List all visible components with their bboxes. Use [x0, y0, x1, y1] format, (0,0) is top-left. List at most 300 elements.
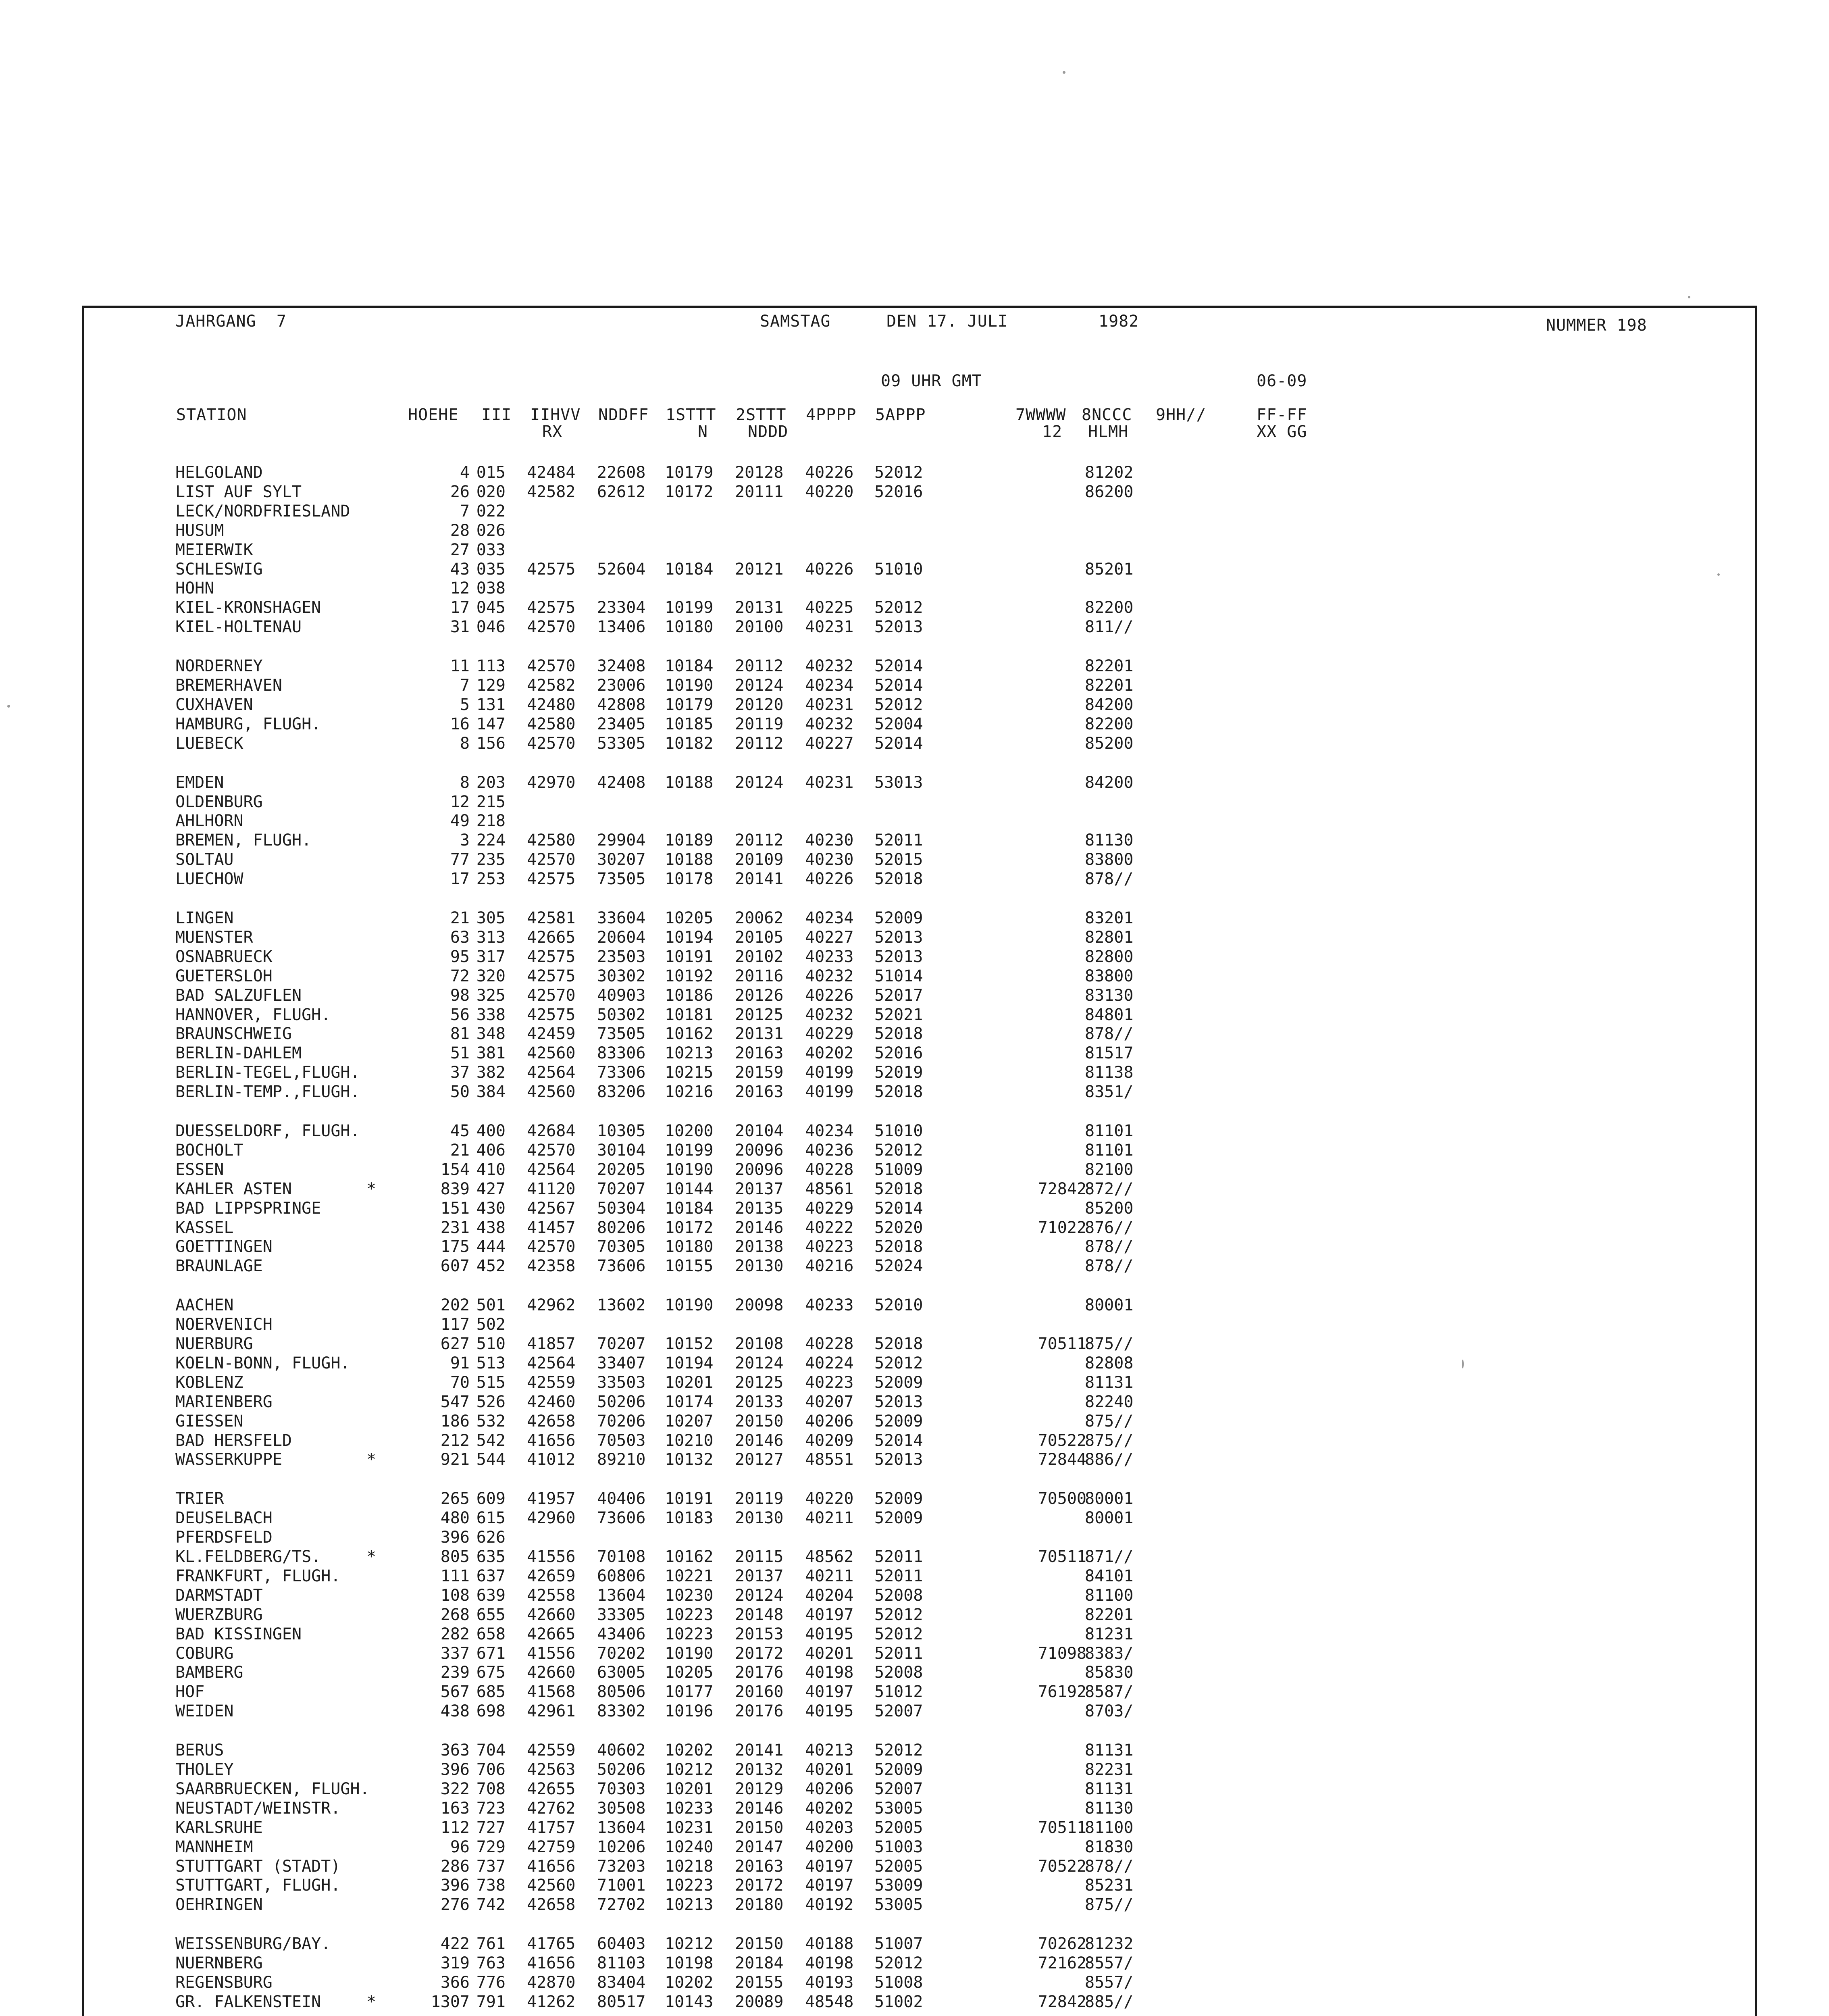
cell-s2: 20141 [735, 870, 784, 889]
cell-iii: 658 [476, 1624, 506, 1643]
cell-hoehe: 117 [440, 1315, 470, 1334]
cell-p5: 52009 [874, 1760, 923, 1779]
cell-p5: 52005 [874, 1857, 923, 1876]
weekday-label: SAMSTAG [760, 312, 831, 331]
cell-s2: 20132 [735, 1760, 784, 1779]
cell-station: STUTTGART, FLUGH. [175, 1876, 341, 1895]
station-row [84, 1528, 1294, 1547]
cell-station: EMDEN [175, 773, 224, 792]
cell-iii: 501 [476, 1296, 506, 1315]
cell-s2: 20125 [735, 1373, 784, 1392]
cell-station: HELGOLAND [175, 463, 263, 482]
cell-iii: 026 [476, 521, 506, 540]
cell-s1: 10172 [665, 1218, 714, 1237]
cell-s1: 10230 [665, 1586, 714, 1605]
cell-p4: 40195 [805, 1624, 854, 1643]
cell-p5: 52014 [874, 676, 923, 695]
col-1sttt: 1STTT [666, 406, 716, 424]
cell-hoehe: 16 [450, 714, 470, 733]
scan-speck [1717, 573, 1720, 576]
observation-time: 09 UHR GMT [881, 372, 982, 390]
cell-iihvv: 41120 [527, 1179, 576, 1198]
cell-s2: 20112 [735, 831, 784, 850]
cell-w7: 72842 [1038, 1992, 1086, 2011]
cell-nddff: 80517 [597, 1992, 646, 2011]
station-row [84, 1663, 1294, 1682]
cell-iihvv: 42581 [527, 909, 576, 927]
cell-p4: 40202 [805, 1044, 854, 1063]
cell-iii: 708 [476, 1779, 506, 1798]
cell-hoehe: 396 [440, 1876, 470, 1895]
cell-p5: 53013 [874, 773, 923, 792]
cell-nddff: 42808 [597, 695, 646, 714]
cell-n8: 8587/ [1085, 1683, 1134, 1702]
date-label: DEN 17. JULI [886, 312, 1008, 331]
cell-p5: 53005 [874, 1895, 923, 1914]
cell-hoehe: 607 [440, 1257, 470, 1276]
cell-nddff: 70206 [597, 1412, 646, 1431]
cell-w7: 72844 [1038, 1450, 1086, 1469]
cell-iii: 147 [476, 714, 506, 733]
cell-p5: 52012 [874, 1954, 923, 1973]
cell-p4: 40216 [805, 1257, 854, 1276]
cell-nddff: 73306 [597, 1063, 646, 1082]
cell-iii: 452 [476, 1257, 506, 1276]
cell-iii: 224 [476, 831, 506, 850]
cell-w7: 70522 [1038, 1857, 1086, 1876]
cell-iihvv: 42665 [527, 928, 576, 947]
cell-hoehe: 286 [440, 1857, 470, 1876]
cell-p5: 52014 [874, 734, 923, 753]
cell-p5: 51009 [874, 1160, 923, 1179]
station-row [84, 793, 1294, 812]
cell-iii: 639 [476, 1586, 506, 1605]
cell-iihvv: 42570 [527, 1141, 576, 1160]
cell-n8: 85830 [1085, 1663, 1134, 1682]
cell-nddff: 22608 [597, 463, 646, 482]
cell-hoehe: 212 [440, 1431, 470, 1450]
cell-p5: 51014 [874, 966, 923, 985]
cell-nddff: 13604 [597, 1818, 646, 1837]
cell-p4: 40231 [805, 773, 854, 792]
cell-station: NOERVENICH [175, 1315, 273, 1334]
cell-station: MANNHEIM [175, 1837, 253, 1856]
cell-iii: 532 [476, 1412, 506, 1431]
cell-iii: 698 [476, 1702, 506, 1721]
station-row [84, 1006, 1294, 1025]
cell-iii: 203 [476, 773, 506, 792]
cell-p5: 51010 [874, 1122, 923, 1140]
cell-station: DEUSELBACH [175, 1509, 273, 1528]
cell-hoehe: 7 [460, 502, 470, 521]
cell-station: KOBLENZ [175, 1373, 243, 1392]
cell-s2: 20112 [735, 734, 784, 753]
cell-iihvv: 42358 [527, 1257, 576, 1276]
cell-hoehe: 11 [450, 657, 470, 676]
cell-n8: 81100 [1085, 1818, 1134, 1837]
cell-p4: 48548 [805, 1992, 854, 2011]
cell-n8: 878// [1085, 1857, 1134, 1876]
cell-iii: 502 [476, 1315, 506, 1334]
cell-station: AACHEN [175, 1296, 234, 1315]
cell-s1: 10198 [665, 1954, 714, 1973]
cell-iihvv: 42575 [527, 560, 576, 579]
cell-p4: 40225 [805, 598, 854, 617]
cell-s1: 10190 [665, 1296, 714, 1315]
cell-s2: 20129 [735, 1779, 784, 1798]
cell-s1: 10218 [665, 1857, 714, 1876]
cell-nddff: 60403 [597, 1935, 646, 1954]
station-row [84, 1954, 1294, 1973]
cell-w7: 71098 [1038, 1644, 1086, 1663]
cell-station: THOLEY [175, 1760, 234, 1779]
cell-iihvv: 41262 [527, 1992, 576, 2011]
cell-s1: 10155 [665, 1257, 714, 1276]
cell-p5: 52012 [874, 598, 923, 617]
col-hoehe: HOEHE [408, 406, 459, 424]
cell-nddff: 70207 [597, 1179, 646, 1198]
cell-hoehe: 96 [450, 1837, 470, 1856]
cell-p4: 40233 [805, 947, 854, 966]
cell-s2: 20160 [735, 1683, 784, 1702]
cell-nddff: 33503 [597, 1373, 646, 1392]
cell-iii: 671 [476, 1644, 506, 1663]
col-8nccc: 8NCCC [1082, 406, 1132, 424]
cell-s2: 20124 [735, 773, 784, 792]
cell-iii: 129 [476, 676, 506, 695]
cell-iihvv: 42870 [527, 1973, 576, 1992]
station-row [84, 1025, 1294, 1043]
cell-iii: 729 [476, 1837, 506, 1856]
cell-iii: 253 [476, 870, 506, 889]
cell-s2: 20146 [735, 1218, 784, 1237]
cell-iii: 737 [476, 1857, 506, 1876]
cell-s2: 20119 [735, 1489, 784, 1508]
station-row [84, 1799, 1294, 1818]
cell-n8: 878// [1085, 1237, 1134, 1256]
cell-iihvv: 42580 [527, 714, 576, 733]
cell-s1: 10202 [665, 1973, 714, 1992]
cell-w7: 70511 [1038, 1818, 1086, 1837]
cell-iihvv: 41656 [527, 1857, 576, 1876]
cell-hoehe: 627 [440, 1335, 470, 1353]
cell-p5: 52013 [874, 947, 923, 966]
cell-iihvv: 41765 [527, 1935, 576, 1954]
cell-s1: 10192 [665, 966, 714, 985]
cell-p5: 52012 [874, 1605, 923, 1624]
cell-s1: 10144 [665, 1179, 714, 1198]
cell-hoehe: 21 [450, 909, 470, 927]
cell-station: KOELN-BONN, FLUGH. [175, 1354, 350, 1372]
cell-n8: 81517 [1085, 1044, 1134, 1063]
cell-n8: 8703/ [1085, 1702, 1134, 1721]
cell-p4: 40224 [805, 1354, 854, 1372]
cell-station: BRAUNLAGE [175, 1257, 263, 1276]
cell-nddff: 70303 [597, 1779, 646, 1798]
station-row [84, 521, 1294, 540]
cell-s1: 10194 [665, 1354, 714, 1372]
cell-nddff: 30207 [597, 850, 646, 869]
cell-p4: 40192 [805, 1895, 854, 1914]
cell-iii: 763 [476, 1954, 506, 1973]
cell-s2: 20150 [735, 1412, 784, 1431]
col-ffff-sub: XX GG [1257, 423, 1307, 441]
cell-s1: 10202 [665, 1741, 714, 1760]
cell-p5: 52009 [874, 1509, 923, 1528]
cell-w7: 72162 [1038, 1954, 1086, 1973]
cell-s1: 10212 [665, 1935, 714, 1954]
cell-n8: 82201 [1085, 676, 1134, 695]
cell-hoehe: 567 [440, 1683, 470, 1702]
cell-s2: 20150 [735, 1935, 784, 1954]
cell-s1: 10231 [665, 1818, 714, 1837]
station-row [84, 657, 1294, 676]
station-row [84, 948, 1294, 966]
station-row [84, 1973, 1294, 1992]
station-row [84, 1180, 1294, 1199]
cell-n8: 81131 [1085, 1373, 1134, 1392]
cell-s1: 10177 [665, 1683, 714, 1702]
cell-p5: 52012 [874, 463, 923, 482]
cell-hoehe: 77 [450, 850, 470, 869]
cell-w7: 72842 [1038, 1179, 1086, 1198]
cell-n8: 82201 [1085, 657, 1134, 676]
cell-iii: 609 [476, 1489, 506, 1508]
cell-station: OLDENBURG [175, 792, 263, 811]
cell-s1: 10191 [665, 947, 714, 966]
cell-station: DARMSTADT [175, 1586, 263, 1605]
cell-p4: 40207 [805, 1392, 854, 1411]
station-row [84, 1993, 1294, 2012]
cell-station: HOF [175, 1683, 205, 1702]
cell-station: CUXHAVEN [175, 695, 253, 714]
cell-hoehe: 108 [440, 1586, 470, 1605]
cell-iii: 776 [476, 1973, 506, 1992]
cell-s1: 10240 [665, 1837, 714, 1856]
bulletin-table-frame [82, 306, 1757, 2016]
cell-p4: 40197 [805, 1857, 854, 1876]
station-row [84, 1044, 1294, 1063]
cell-p5: 52012 [874, 695, 923, 714]
cell-station: LIST AUF SYLT [175, 482, 302, 501]
cell-nddff: 20205 [597, 1160, 646, 1179]
cell-hoehe: 265 [440, 1489, 470, 1508]
cell-s2: 20141 [735, 1741, 784, 1760]
station-row [84, 1218, 1294, 1237]
cell-hoehe: 3 [460, 831, 470, 850]
cell-s2: 20109 [735, 850, 784, 869]
cell-station: BRAUNSCHWEIG [175, 1025, 292, 1043]
cell-station: DUESSELDORF, FLUGH. [175, 1122, 360, 1140]
cell-hoehe: 12 [450, 792, 470, 811]
cell-iihvv: 42759 [527, 1837, 576, 1856]
cell-iii: 305 [476, 909, 506, 927]
cell-iii: 444 [476, 1237, 506, 1256]
cell-hoehe: 268 [440, 1605, 470, 1624]
cell-s1: 10185 [665, 714, 714, 733]
cell-iii: 235 [476, 850, 506, 869]
cell-n8: 81138 [1085, 1063, 1134, 1082]
station-row [84, 1857, 1294, 1876]
cell-n8: 80001 [1085, 1296, 1134, 1315]
cell-hoehe: 17 [450, 598, 470, 617]
cell-p4: 40223 [805, 1237, 854, 1256]
cell-hoehe: 56 [450, 1005, 470, 1024]
cell-s1: 10221 [665, 1566, 714, 1585]
cell-station: GOETTINGEN [175, 1237, 273, 1256]
cell-p5: 51007 [874, 1935, 923, 1954]
cell-p4: 40232 [805, 714, 854, 733]
cell-p5: 53009 [874, 1876, 923, 1895]
cell-nddff: 33604 [597, 909, 646, 927]
cell-n8: 85200 [1085, 1199, 1134, 1218]
cell-n8: 82801 [1085, 928, 1134, 947]
cell-nddff: 50304 [597, 1199, 646, 1218]
col-8nccc-sub: HLMH [1088, 423, 1129, 441]
cell-iii: 510 [476, 1335, 506, 1353]
station-row [84, 1895, 1294, 1914]
cell-w7: 70500 [1038, 1489, 1086, 1508]
cell-p4: 40220 [805, 482, 854, 501]
cell-station: BOCHOLT [175, 1141, 243, 1160]
cell-p5: 52019 [874, 1063, 923, 1082]
cell-hoehe: 337 [440, 1644, 470, 1663]
cell-s2: 20137 [735, 1566, 784, 1585]
cell-station: KL.FELDBERG/TS. [175, 1547, 321, 1566]
cell-nddff: 53305 [597, 734, 646, 753]
cell-hoehe: 276 [440, 1895, 470, 1914]
cell-n8: 85200 [1085, 734, 1134, 753]
station-row [84, 831, 1294, 850]
cell-s2: 20062 [735, 909, 784, 927]
cell-hoehe: 12 [450, 579, 470, 598]
cell-n8: 8383/ [1085, 1644, 1134, 1663]
cell-nddff: 40903 [597, 986, 646, 1005]
cell-w7: 76192 [1038, 1683, 1086, 1702]
cell-iii: 515 [476, 1373, 506, 1392]
cell-iihvv: 41012 [527, 1450, 576, 1469]
cell-station: AHLHORN [175, 812, 243, 831]
cell-p5: 52013 [874, 1450, 923, 1469]
cell-hoehe: 8 [460, 734, 470, 753]
cell-station: LECK/NORDFRIESLAND [175, 502, 350, 521]
col-station: STATION [176, 406, 247, 424]
cell-s2: 20119 [735, 714, 784, 733]
cell-s2: 20138 [735, 1237, 784, 1256]
cell-nddff: 13406 [597, 618, 646, 637]
cell-p4: 40197 [805, 1605, 854, 1624]
cell-n8: 81130 [1085, 1799, 1134, 1818]
cell-n8: 84200 [1085, 695, 1134, 714]
station-row [84, 1431, 1294, 1450]
cell-station: STUTTGART (STADT) [175, 1857, 341, 1876]
cell-hoehe: 396 [440, 1528, 470, 1547]
cell-p4: 40193 [805, 1973, 854, 1992]
cell-iihvv: 41656 [527, 1954, 576, 1973]
cell-iii: 400 [476, 1122, 506, 1140]
col-iii: III [481, 406, 512, 424]
station-row [84, 1702, 1294, 1721]
cell-iihvv: 41457 [527, 1218, 576, 1237]
station-row [84, 598, 1294, 617]
cell-iii: 430 [476, 1199, 506, 1218]
cell-p5: 52011 [874, 831, 923, 850]
cell-iii: 675 [476, 1663, 506, 1682]
cell-iii: 338 [476, 1005, 506, 1024]
cell-nddff: 52604 [597, 560, 646, 579]
cell-hoehe: 45 [450, 1122, 470, 1140]
cell-hoehe: 396 [440, 1760, 470, 1779]
cell-s2: 20121 [735, 560, 784, 579]
station-row [84, 560, 1294, 579]
cell-iihvv: 42564 [527, 1160, 576, 1179]
cell-nddff: 30104 [597, 1141, 646, 1160]
station-row [84, 579, 1294, 598]
cell-hoehe: 151 [440, 1199, 470, 1218]
station-row [84, 1354, 1294, 1373]
cell-n8: 83130 [1085, 986, 1134, 1005]
station-row [84, 1683, 1294, 1702]
cell-hoehe: 21 [450, 1141, 470, 1160]
cell-station: BREMERHAVEN [175, 676, 282, 695]
cell-hoehe: 98 [450, 986, 470, 1005]
cell-iii: 381 [476, 1044, 506, 1063]
cell-s1: 10199 [665, 1141, 714, 1160]
cell-nddff: 70503 [597, 1431, 646, 1450]
cell-n8: 875// [1085, 1335, 1134, 1353]
cell-iii: 313 [476, 928, 506, 947]
cell-nddff: 23006 [597, 676, 646, 695]
cell-p5: 51010 [874, 560, 923, 579]
cell-s2: 20130 [735, 1509, 784, 1528]
cell-nddff: 73606 [597, 1257, 646, 1276]
cell-s1: 10162 [665, 1025, 714, 1043]
cell-nddff: 40602 [597, 1741, 646, 1760]
cell-s2: 20135 [735, 1199, 784, 1218]
cell-iii: 046 [476, 618, 506, 637]
cell-iii: 742 [476, 1895, 506, 1914]
cell-iii: 045 [476, 598, 506, 617]
cell-iii: 513 [476, 1354, 506, 1372]
cell-p5: 52013 [874, 1392, 923, 1411]
cell-n8: 82100 [1085, 1160, 1134, 1179]
cell-nddff: 81103 [597, 1954, 646, 1973]
cell-p5: 52004 [874, 714, 923, 733]
station-row [84, 1606, 1294, 1624]
station-row [84, 850, 1294, 869]
cell-station: WUERZBURG [175, 1605, 263, 1624]
cell-s1: 10194 [665, 928, 714, 947]
cell-hoehe: 4 [460, 463, 470, 482]
cell-s2: 20184 [735, 1954, 784, 1973]
cell-station: NORDERNEY [175, 657, 263, 676]
cell-iii: 637 [476, 1566, 506, 1585]
cell-s1: 10183 [665, 1509, 714, 1528]
cell-n8: 81830 [1085, 1837, 1134, 1856]
cell-s2: 20176 [735, 1702, 784, 1721]
station-row [84, 1741, 1294, 1760]
cell-s1: 10215 [665, 1063, 714, 1082]
cell-s1: 10223 [665, 1605, 714, 1624]
cell-station: HOHN [175, 579, 214, 598]
cell-p4: 40213 [805, 1741, 854, 1760]
cell-station: KIEL-KRONSHAGEN [175, 598, 321, 617]
cell-hoehe: 282 [440, 1624, 470, 1643]
station-row [84, 1315, 1294, 1334]
cell-nddff: 23304 [597, 598, 646, 617]
col-ffff: FF-FF [1257, 406, 1307, 424]
cell-hoehe: 51 [450, 1044, 470, 1063]
